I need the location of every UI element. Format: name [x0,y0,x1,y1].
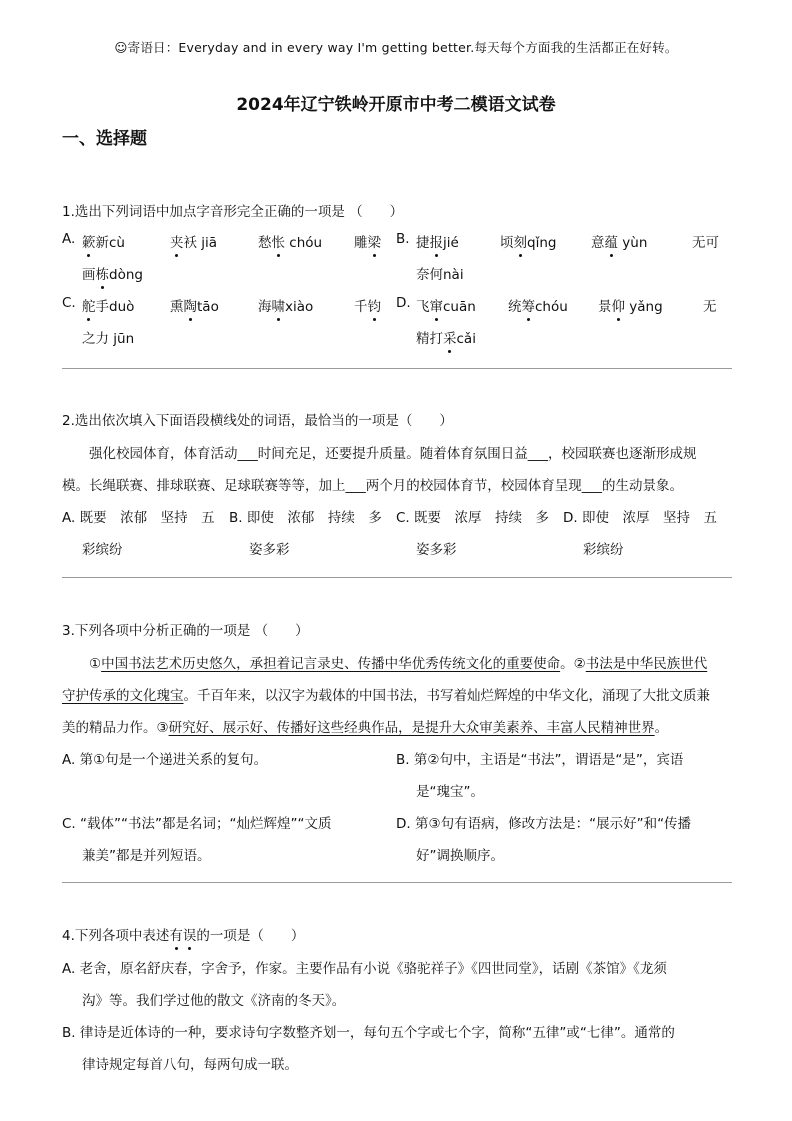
dotted-char: 刻 [514,231,528,251]
dotted-char: 梁 [368,231,382,251]
dotted-char: 钧 [368,295,382,315]
option-a-cont: 彩缤纷 [82,542,123,558]
option-a-word-1: 簌新cù [82,231,125,251]
dotted-char: 仰 [612,295,626,315]
dotted-char: 啸 [272,295,286,315]
option-d: D. 第③句有语病，修改方法是：“展示好”和“传播 [396,816,692,832]
header-motto: ☺寄语日：Everyday and in every way I'm getting better.每天每个方面我的生活都正在好转。 [114,40,678,55]
question-3-options-row-3 [62,812,732,836]
option-b-word-1: 捷报jié [416,231,459,251]
dotted-char: 采 [443,327,457,347]
option-c-cont: 姿多彩 [416,542,457,558]
option-b: B. 即使 浓郁 持续 多 [229,510,382,526]
option-d: D. 即使 浓厚 坚持 五 [563,510,717,526]
option-b: B. 第②句中，主语是“书法”，谓语是“是”，宾语 [396,752,684,768]
option-c-word-5-start: 无 [703,299,717,315]
option-a: A. 老舍，原名舒庆春，字舍予，作家。主要作品有小说《骆驼祥子》《四世同堂》，话剧《茶馆》《龙须 [62,961,667,977]
option-a: A. 第①句是一个递进关系的复句。 [62,752,268,768]
question-2-passage-line-1: 强化校园体育，体育活动___时间充足，还要提升质量。随着体育氛围日益___，校园联赛也逐渐形成规 [89,446,697,462]
document-title: 2024年辽宁铁岭开原市中考二模语文试卷 [236,95,556,115]
dotted-char: 舵 [82,295,96,315]
underlined-sentence-1: 中国书法艺术历史悠久，承担着记言录史、传播中华优秀传统文化的重要使命 [101,656,561,672]
option-a: A. 既要 浓郁 坚持 五 [62,510,215,526]
option-d-word-3: 景仰 yǎng [598,295,663,315]
underlined-sentence-2-cont: 守护传承的文化瑰宝 [62,688,184,704]
option-a-word-3: 愁怅 chóu [258,231,322,251]
question-3-stem: 3.下列各项中分析正确的一项是 （ ） [62,623,309,639]
option-c-word-1: 舵手duò [82,295,134,315]
question-3-passage-line-1: ①中国书法艺术历史悠久，承担着记言录史、传播中华优秀传统文化的重要使命。②书法是中华民族世代 [89,656,708,672]
option-a-word-5-start: 无可 [692,235,719,251]
option-d-cont: 彩缤纷 [583,542,624,558]
dotted-char: 簌 [82,231,96,251]
option-b-cont: 姿多彩 [249,542,290,558]
option-a-word-5-end: 画栋dòng [82,263,143,283]
question-3-passage-line-2: 守护传承的文化瑰宝。千百年来，以汉字为载体的中国书法，书写着灿烂辉煌的中华文化，涌现了大批文质兼 [62,688,710,704]
option-b-cont: 是“瑰宝”。 [416,784,484,800]
question-divider [62,882,732,883]
option-a-cont: 沟》等。我们学过他的散文《济南的冬天》。 [82,993,346,1009]
question-1-options-row-1 [62,231,732,255]
question-1-options-row-2 [62,263,732,287]
option-b-word-4: 奈何nài [416,267,464,283]
dotted-char: 陶 [184,295,198,315]
option-d-cont: 好”调换顺序。 [416,848,504,864]
option-c-word-4: 千钧 [354,295,381,315]
option-c-word-3: 海啸xiào [258,295,313,315]
option-c: C. 既要 浓厚 持续 多 [396,510,550,526]
question-2-options-row-2 [62,538,732,562]
question-1-stem: 1.选出下列词语中加点字音形完全正确的一项是 （ ） [62,204,404,220]
option-b-label: B. [396,231,410,247]
dotted-char: 怅 [272,231,286,251]
dotted-char: 蕴 [605,231,619,251]
option-a-label: A. [62,231,76,247]
dotted-char: 栋 [96,263,110,283]
question-3-options-row-1 [62,748,732,772]
option-d-word-2: 统筹chóu [508,295,568,315]
underlined-sentence-2: 书法是中华民族世代 [585,656,708,672]
dotted-char: 筹 [522,295,536,315]
option-c-label: C. [62,295,76,311]
dotted-char: 误 [183,924,197,944]
option-c: C. “载体”“书法”都是名词；“灿烂辉煌”“文质 [62,816,332,832]
option-b-cont: 律诗规定每首八句，每两句成一联。 [82,1057,298,1073]
option-d-word-4: 精打采cǎi [416,327,476,347]
option-a-word-4: 雕梁 [354,231,381,251]
option-d-word-1: 飞窜cuān [416,295,476,315]
question-2-passage-line-2: 模。长绳联赛、排球联赛、足球联赛等等，加上___两个月的校园体育节，校园体育呈现___的生动景象。 [62,478,683,494]
option-c-cont: 兼美”都是并列短语。 [82,848,211,864]
dotted-char: 夹 [170,231,184,251]
dotted-char: 有 [169,924,183,944]
question-2-stem: 2.选出依次填入下面语段横线处的词语，最恰当的一项是（ ） [62,413,453,429]
underlined-sentence-3: 研究好、展示好、传播好这些经典作品，是提升大众审美素养、丰富人民精神世界 [168,720,655,736]
option-c-word-5-end: 之力 jūn [82,331,135,347]
option-c-word-2: 熏陶tāo [170,295,219,315]
dotted-char: 窜 [430,295,444,315]
option-d-label: D. [396,295,411,311]
question-3-passage-line-3: 美的精品力作。③研究好、展示好、传播好这些经典作品，是提升大众审美素养、丰富人民精神世界。 [62,720,669,736]
option-b-word-3: 意蕴 yùn [591,231,647,251]
dotted-char: 报 [430,231,444,251]
question-1-options-row-4 [62,327,732,351]
question-3-options-row-4 [62,844,732,868]
option-a-word-2: 夹袄 jiā [170,231,217,251]
question-2-options-row-1 [62,506,732,530]
question-1-options-row-3 [62,295,732,319]
option-b-word-2: 顷刻qǐng [500,231,556,251]
question-divider [62,368,732,369]
question-divider [62,577,732,578]
option-b: B. 律诗是近体诗的一种，要求诗句字数整齐划一，每句五个字或七个字，简称“五律”或“七律”。通常的 [62,1025,675,1041]
section-title: 一、选择题 [62,129,147,149]
question-3-options-row-2 [62,780,732,804]
question-4-stem: 4.下列各项中表述有误的一项是（ ） [62,924,304,944]
